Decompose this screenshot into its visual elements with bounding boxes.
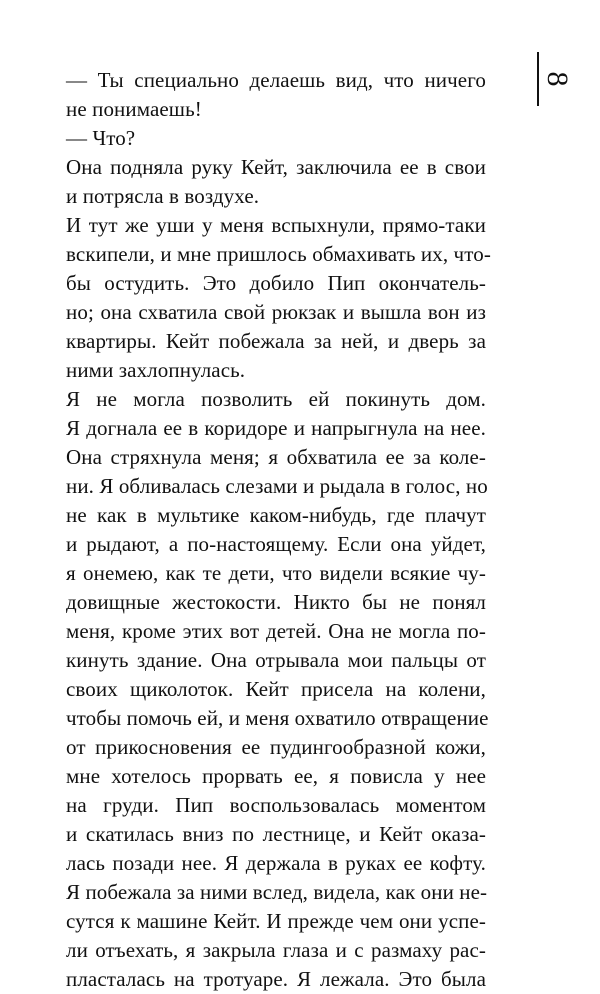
text-line: и рыдают, а по-настоящему. Если она уйдет, <box>66 532 486 556</box>
text-line: чтобы помочь ей, и меня охватило отвращение <box>66 706 489 730</box>
text-line: я онемею, как те дети, что видели всякие чу- <box>66 561 486 585</box>
text-line: бы остудить. Это добило Пип окончатель- <box>66 271 486 295</box>
text-line: но; она схватила свой рюкзак и вышла вон из <box>66 300 486 324</box>
text-line: — Что? <box>66 126 136 150</box>
text-line: на груди. Пип воспользовалась моментом <box>66 793 486 817</box>
text-line: Она стряхнула меня; я обхватила ее за коле- <box>66 445 486 469</box>
page-number: 8 <box>541 71 574 87</box>
text-line: И тут же уши у меня вспыхнули, прямо-таки <box>66 213 486 237</box>
text-line: сутся к машине Кейт. И прежде чем они успе- <box>66 909 486 933</box>
text-line: кинуть здание. Она отрывала мои пальцы от <box>66 648 486 672</box>
text-line: не как в мультике каком-нибудь, где плачут <box>66 503 486 527</box>
text-line: — Ты специально делаешь вид, что ничего <box>66 68 486 92</box>
text-line: Я побежала за ними вслед, видела, как они не- <box>66 880 488 904</box>
text-line: не понимаешь! <box>66 97 202 121</box>
text-line: лась позади нее. Я держала в руках ее кофту. <box>66 851 486 875</box>
text-line: довищные жестокости. Никто бы не понял <box>66 590 486 614</box>
text-line: ними захлопнулась. <box>66 358 246 382</box>
text-line: Она подняла руку Кейт, заключила ее в свои <box>66 155 486 179</box>
text-line: своих щиколоток. Кейт присела на колени, <box>66 677 486 701</box>
text-line: меня, кроме этих вот детей. Она не могла по- <box>66 619 486 643</box>
text-line: и скатилась вниз по лестнице, и Кейт оказа- <box>66 822 486 846</box>
text-line: мне хотелось прорвать ее, я повисла у нее <box>66 764 486 788</box>
text-line: вскипели, и мне пришлось обмахивать их, что- <box>66 242 491 266</box>
text-line: Я догнала ее в коридоре и напрыгнула на нее. <box>66 416 486 440</box>
text-line: Я не могла позволить ей покинуть дом. <box>66 387 486 411</box>
body-text <box>66 66 491 994</box>
text-line: квартиры. Кейт побежала за ней, и дверь за <box>66 329 486 353</box>
text-line: пласталась на тротуаре. Я лежала. Это была <box>66 967 486 991</box>
text-line: ли отъехать, я закрыла глаза и с размаху рас- <box>66 938 486 962</box>
text-line: и потрясла в воздухе. <box>66 184 260 208</box>
text-line: ни. Я обливалась слезами и рыдала в голос, но <box>66 474 488 498</box>
text-line: от прикосновения ее пудингообразной кожи, <box>66 735 486 759</box>
